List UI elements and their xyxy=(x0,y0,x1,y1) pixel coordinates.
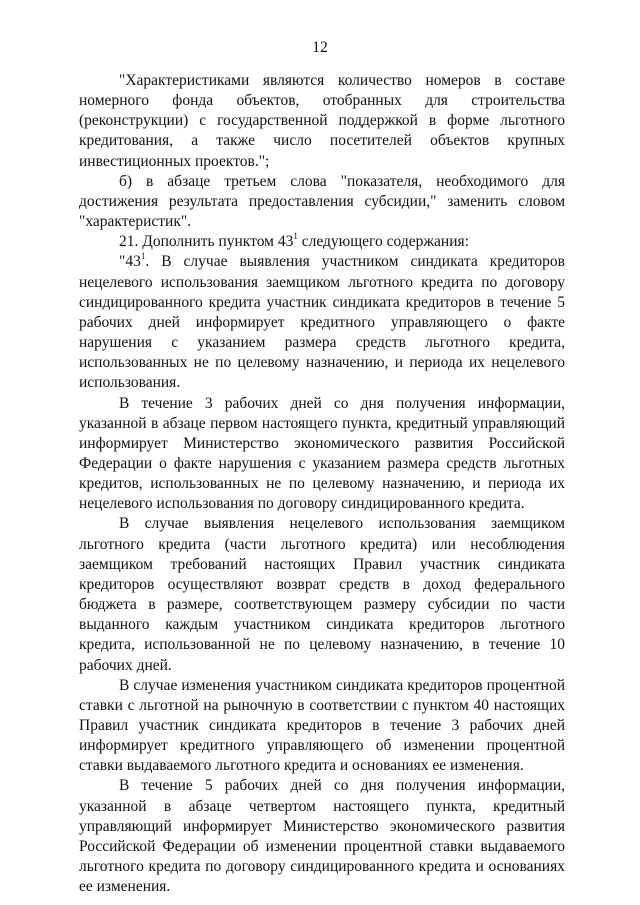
paragraph-point-43-1 xyxy=(79,252,565,393)
paragraph-3-day-notice: В течение 3 рабочих дней со дня получения информации, указанной в абзаце первом настоящего пункта, кредитный управляющий информирует Министерство экономического развития Российской Федерации о факте нарушения с указанием размера средств льготных кредитов, использованных не по целевому назначению, и периода их нецелевого использования по договору синдицированного кредита. xyxy=(79,394,565,513)
item-21-text-start: 21. Дополнить пунктом 43 xyxy=(119,233,294,251)
paragraph-rate-change: В случае изменения участником синдиката кредиторов процентной ставки с льготной на рыночную в соответствии с пунктом 40 настоящих Правил участник синдиката кредиторов в течение 3 рабочих дней информирует кредитного управляющего об изменении процентной ставки выдаваемого льготного кредита и основаниях ее изменения. xyxy=(79,676,565,775)
paragraph-item-21 xyxy=(79,232,565,252)
item-21-superscript: 1 xyxy=(293,231,298,242)
point-43-1-superscript: 1 xyxy=(140,251,146,262)
paragraph-5-day-notice: В течение 5 рабочих дней со дня получения информации, указанной в абзаце четвертом настоящего пункта, кредитный управляющий информирует Министерство экономического развития Российской Федерации об изменении процентной ставки выдаваемого льготного кредита по договору синдицированного кредита и основаниях ее изменения. xyxy=(79,777,565,896)
paragraph-characteristics-definition: "Характеристиками являются количество номеров в составе номерного фонда объектов, отобранных для строительства (реконструкции) с государственной поддержкой в форме льготного кредитования, а также число посетителей объектов крупных инвестиционных проектов."; xyxy=(79,72,565,170)
paragraph-amendment-b: б) в абзаце третьем слова "показателя, необходимого для достижения результата предоставления субсидии," заменить словом "характеристик". xyxy=(79,172,565,231)
document-body xyxy=(79,71,565,897)
page-number: 12 xyxy=(312,39,328,56)
paragraph-misuse-refund: В случае выявления нецелевого использования заемщиком льготного кредита (части льготного кредита) или несоблюдения заемщиком требований настоящих Правил участник синдиката кредиторов осуществляют возврат средств в доход федерального бюджета в размере, соответствующем размеру субсидии по части выданного каждым участником синдиката кредиторов льготного кредита, использованной не по целевому назначению, в течение 10 рабочих дней. xyxy=(79,515,565,674)
item-21-text-end: следующего содержания: xyxy=(297,233,469,251)
point-43-1-text-end: . В случае выявления участником синдиката кредиторов нецелевого использования заемщиком льготного кредита по договору синдицированного кредита участник синдиката кредиторов в течение 5 рабочих дней информирует кредитного управляющего о факте нарушения с указанием размера средств льготного кредита, использованных не по целевому назначению, и периода их нецелевого использования. xyxy=(79,253,565,392)
point-43-1-text-start: "43 xyxy=(119,253,141,271)
